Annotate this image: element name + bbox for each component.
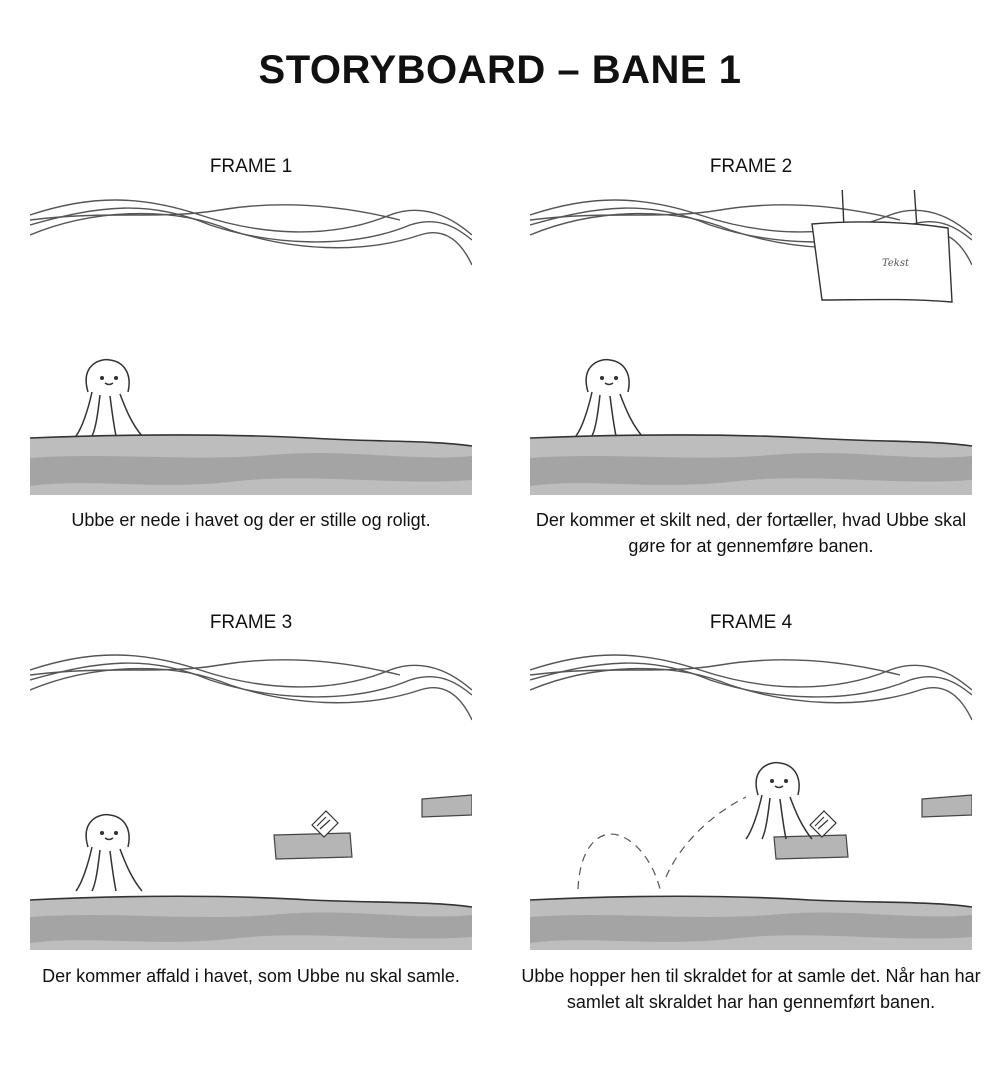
frame-2-label: FRAME 2 [709,156,793,177]
seafloor [30,896,472,950]
frame-4-caption: Ubbe hopper hen til skraldet for at samle det. Når han har samlet alt skraldet har han gennemført banen. [521,966,981,1012]
frame-1-panel [30,190,472,500]
hanging-sign [812,190,952,302]
octopus [746,763,812,839]
octopus [576,360,642,436]
floating-log [422,795,472,817]
frame-2-panel [530,190,972,500]
frame-4-sketch [530,645,972,955]
seafloor [530,896,972,950]
seafloor [30,435,472,495]
waves [30,655,472,720]
trash-item [810,811,836,837]
frame-4-panel [530,645,972,955]
octopus [76,815,142,891]
frame-1-label: FRAME 1 [209,156,293,177]
frame-1-sketch [30,190,472,500]
frame-3-sketch [30,645,472,955]
jump-trajectory [578,797,746,889]
frame-3-caption: Der kommer affald i havet, som Ubbe nu skal samle. [42,966,460,986]
frame-4-label: FRAME 4 [709,612,793,633]
trash-platform [274,833,352,859]
frame-1-caption: Ubbe er nede i havet og der er stille og roligt. [71,510,431,530]
frame-3-panel [30,645,472,955]
storyboard-title: STORYBOARD – BANE 1 [258,48,742,92]
octopus [76,360,142,436]
sign-text: Tekst [882,258,910,269]
waves [530,655,972,720]
frame-2-sketch [530,190,972,500]
frame-2-caption: Der kommer et skilt ned, der fortæller, hvad Ubbe skal gøre for at gennemføre banen. [535,510,967,556]
waves [30,200,472,265]
frame-3-label: FRAME 3 [209,612,293,633]
floating-log [922,795,972,817]
seafloor [530,435,972,495]
